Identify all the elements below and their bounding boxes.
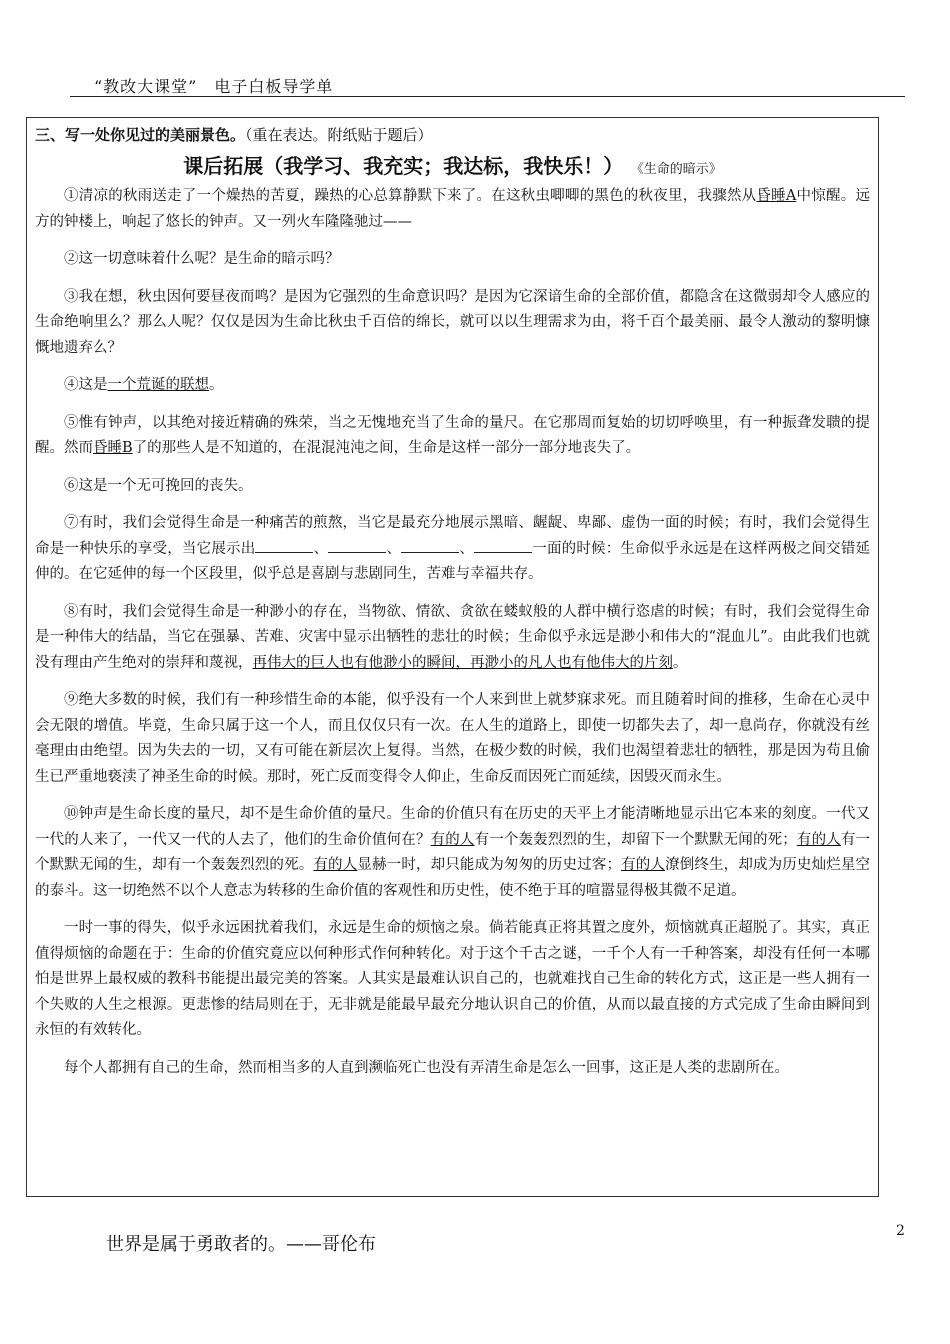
page-header [70, 68, 905, 97]
extension-title-row [27, 150, 878, 179]
paragraph-5: ⑤惟有钟声，以其绝对接近精确的殊荣，当之无愧地充当了生命的量尺。在它那周而复始的切切呼唤里，有一种振聋发聩的提醒。然而昏睡B了的那些人是不知道的，在混混沌沌之间，生命是这样一部分一部分地丧失了。 [35, 414, 870, 456]
footer-quote: 世界是属于勇敢者的。——哥伦布 [106, 1234, 376, 1255]
paragraph-4: ④这是一个荒诞的联想。 [64, 377, 224, 393]
paragraph-6: ⑥这是一个无可挽回的丧失。 [64, 477, 253, 494]
underlined-term: 一个荒诞的联想 [107, 377, 209, 393]
fill-blank-4[interactable] [474, 538, 532, 553]
fill-blank-3[interactable] [401, 538, 459, 553]
paragraph-9: ⑨绝大多数的时候，我们有一种珍惜生命的本能，似乎没有一个人来到世上就梦寐求死。而且随着时间的推移，生命在心灵中会无限的增值。毕竟，生命只属于这一个人，而且仅仅只有一次。在人生的道路上，即使一切都失去了，却一息尚存，你就没有丝毫理由由绝望。因为失去的一切，又有可能在新层次上复得。当然，在极少数的时候，我们也渴望着悲壮的牺牲，那是因为苟且偷生已严重地亵渎了神圣生命的时候。那时，死亡反而变得令人仰止，生命反而因死亡而延续，因毁灭而永生。 [35, 692, 870, 785]
extension-title: 课后拓展（我学习、我充实；我达标，我快乐！） [183, 154, 624, 178]
paragraph-3: ③我在想，秋虫因何要昼夜而鸣？是因为它强烈的生命意识吗？是因为它深谙生命的全部价值，都隐含在这微弱却令人感应的生命绝响里么？那么人呢？仅仅是因为生命比秋虫千百倍的绵长，就可以以生理需求为由，将千百个最美丽、最令人激动的黎明慷慨地遗弃么？ [35, 288, 870, 356]
section-three-heading: 三、写一处你见过的美丽景色。 [35, 126, 246, 144]
fill-blank-2[interactable] [328, 538, 386, 553]
fill-blank-1[interactable] [255, 538, 313, 553]
article-title: 《生命的暗示》 [637, 162, 722, 177]
paragraph-11: 一时一事的得失，似乎永远困扰着我们，永远是生命的烦恼之泉。倘若能真正将其置之度外，烦恼就真正超脱了。其实，真正值得烦恼的命题在于：生命的价值究竟应以何种形式作何种转化。对于这个千古之谜，一千个人有一千种答案，却没有任何一本哪怕是世界上最权威的教科书能提出最完美的答案。人其实是最难认识自己的，也就难找自己生命的转化方式，这正是一些人拥有一个失败的人生之根源。更悲惨的结局则在于，无非就是能最早最充分地认识自己的价值，从而以最直接的方式完成了生命由瞬间到永恒的有效转化。 [35, 920, 870, 1038]
underlined-term: 昏睡B [93, 440, 133, 456]
section-three-note: （重在表达。附纸贴于题后） [245, 126, 433, 144]
paragraph-2: ②这一切意味着什么呢？是生命的暗示吗？ [64, 251, 340, 267]
underlined-term: 昏睡A [756, 188, 797, 204]
article-body [35, 184, 870, 1093]
worksheet-box [26, 117, 879, 1197]
section-three-prompt [35, 124, 433, 145]
paragraph-1: ①清凉的秋雨送走了一个燥热的苦夏，躁热的心总算静默下来了。在这秋虫唧唧的黑色的秋夜里，我骤然从昏睡A中惊醒。远方的钟楼上，响起了悠长的钟声。又一列火车隆隆驰过—— [35, 188, 870, 230]
underlined-sentence: 再伟大的巨人也有他渺小的瞬间，再渺小的凡人也有他伟大的片刻 [252, 654, 673, 671]
header-title: “教改大课堂” 电子白板导学单 [94, 77, 334, 96]
paragraph-7: ⑦有时，我们会觉得生命是一种痛苦的煎熬，当它是最充分地展示黑暗、龌龊、卑鄙、虚伪一面的时候；有时，我们会觉得生命是一种快乐的享受，当它展示出 、 、 、 一面的时候：生命似乎永远是在这样两极之间交错延伸的。在它延伸的每一个区段里，似乎总是喜剧与悲剧同生，苦难与幸福共存。 [35, 515, 871, 582]
paragraph-8: ⑧有时，我们会觉得生命是一种渺小的存在，当物欲、情欲、贪欲在蝼蚁般的人群中横行恣虐的时候；有时，我们会觉得生命是一种伟大的结晶，当它在强暴、苦难、灾害中显示出牺牲的悲壮的时候；生命似乎永远是渺小和伟大的“混血儿”。由此我们也就没有理由产生绝对的崇拜和蔑视，再伟大的巨人也有他渺小的瞬间，再渺小的凡人也有他伟大的片刻。 [35, 603, 870, 671]
paragraph-12: 每个人都拥有自己的生命，然而相当多的人直到濒临死亡也没有弄清生命是怎么一回事，这正是人类的悲剧所在。 [64, 1059, 789, 1076]
page-number: 2 [896, 1223, 905, 1239]
paragraph-10: ⑩钟声是生命长度的量尺，却不是生命价值的量尺。生命的价值只有在历史的天平上才能清晰地显示出它本来的刻度。一代又一代的人来了，一代又一代的人去了，他们的生命价值何在？有的人有一个轰轰烈烈的生，却留下一个默默无闻的死；有的人有一个默默无闻的生，却有一个轰轰烈烈的死。有的人显赫一时，却只能成为匆匆的历史过客；有的人潦倒终生，却成为历史灿烂星空的泰斗。这一切绝然不以个人意志为转移的生命价值的客观性和历史性，使不绝于耳的喧嚣显得极其微不足道。 [35, 806, 871, 899]
